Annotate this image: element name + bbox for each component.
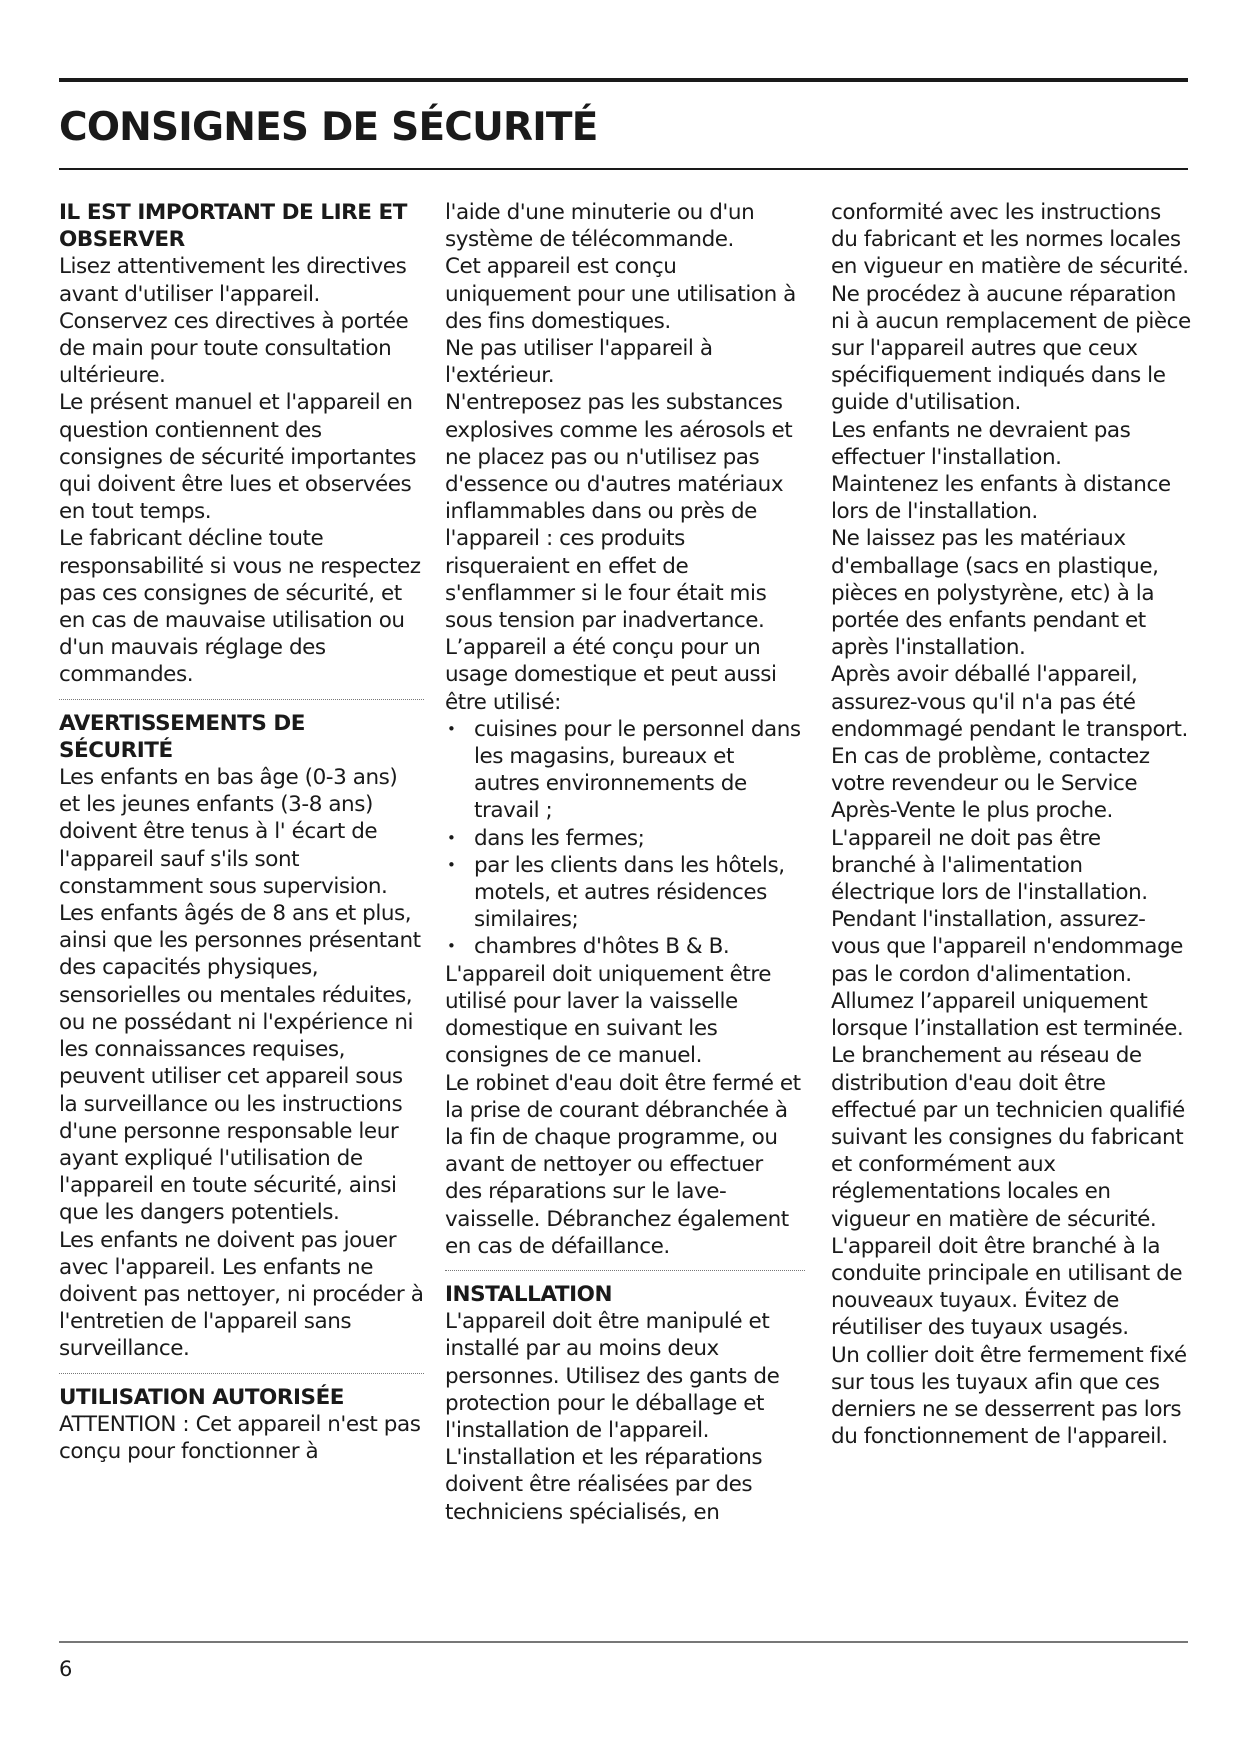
column-left <box>59 199 424 1465</box>
paragraph: Après avoir déballé l'appareil, assurez-vous qu'il n'a pas été endommagé pendant le transport. En cas de problème, contactez votre revendeur ou le Service Après-Vente le plus proche. <box>831 662 1188 824</box>
list-item: • dans les fermes; <box>445 825 805 852</box>
paragraph: Le fabricant décline toute responsabilité si vous ne respectez pas ces consignes de sécurité, et en cas de mauvaise utilisation ou d'un mauvais réglage des commandes. <box>59 526 421 688</box>
page-title: CONSIGNES DE SÉCURITÉ <box>59 105 598 150</box>
paragraph: Ne pas utiliser l'appareil à l'extérieur. <box>445 336 713 389</box>
paragraph: N'entreposez pas les substances explosives comme les aérosols et ne placez pas ou n'utilisez pas d'essence ou d'autres matériaux inflammables dans ou près de l'appareil : ces produits risqueraient en effet de s'enflammer si le four était mis sous tension par inadvertance. <box>445 390 793 634</box>
paragraph: Les enfants ne devraient pas effectuer l'installation. <box>831 417 1131 470</box>
footer-rule <box>59 1641 1188 1643</box>
usage-list <box>445 716 805 961</box>
paragraph: Les enfants âgés de 8 ans et plus, ainsi que les personnes présentant des capacités physiques, sensorielles ou mentales réduites, ou ne possédant ni l'expérience ni les connaissances requises, peuvent utiliser cet appareil sous la surveillance ou les instructions d'une personne responsable leur ayant expliqué l'utilisation de l'appareil en toute sécurité, ainsi que les dangers potentiels. <box>59 901 421 1226</box>
paragraph: Le présent manuel et l'appareil en question contiennent des consignes de sécurité importantes qui doivent être lues et observées en tout temps. <box>59 390 417 525</box>
paragraph: ATTENTION : Cet appareil n'est pas conçu pour fonctionner à <box>59 1411 421 1464</box>
paragraph: Un collier doit être fermement fixé sur tous les tuyaux afin que ces derniers ne se desserrent pas lors du fonctionnement de l'appareil. <box>831 1342 1187 1450</box>
paragraph: L'appareil doit être manipulé et installé par au moins deux personnes. Utilisez des gants de protection pour le déballage et l'installation de l'appareil. <box>445 1309 780 1443</box>
section-heading-important: IL EST IMPORTANT DE LIRE ET OBSERVER <box>59 200 407 253</box>
paragraph: Conservez ces directives à portée de main pour toute consultation ultérieure. <box>59 308 409 389</box>
paragraph: Le branchement au réseau de distribution d'eau doit être effectué par un technicien qualifié suivant les consignes du fabricant et conformément aux réglementations locales en vigueur en matière de sécurité. <box>831 1043 1185 1232</box>
paragraph: Maintenez les enfants à distance lors de l'installation. <box>831 472 1171 525</box>
paragraph: Allumez l’appareil uniquement lorsque l’installation est terminée. <box>831 988 1184 1042</box>
paragraph: Le robinet d'eau doit être fermé et la prise de courant débranchée à la fin de chaque programme, ou avant de nettoyer ou effectuer des réparations sur le lave-vaisselle. Débranchez également en cas de défaillance. <box>445 1070 801 1259</box>
paragraph: conformité avec les instructions du fabricant et les normes locales en vigueur en matière de sécurité. Ne procédez à aucune réparation ni à aucun remplacement de pièce sur l'appareil autres que ceux spécifiquement indiqués dans le guide d'utilisation. <box>831 200 1191 416</box>
paragraph: l'aide d'une minuterie ou d'un système de télécommande. <box>445 200 755 253</box>
paragraph: L’appareil a été conçu pour un usage domestique et peut aussi être utilisé: <box>445 635 777 715</box>
paragraph: Cet appareil est conçu uniquement pour une utilisation à des fins domestiques. <box>445 254 796 334</box>
section-heading-authorized-use: UTILISATION AUTORISÉE <box>59 1384 345 1410</box>
paragraph: L'installation et les réparations doivent être réalisées par des techniciens spécialisés, en <box>445 1445 763 1525</box>
paragraph: Lisez attentivement les directives avant d'utiliser l'appareil. <box>59 254 407 307</box>
top-rule <box>59 78 1188 82</box>
dotted-separator <box>59 1373 424 1374</box>
paragraph: Ne laissez pas les matériaux d'emballage (sacs en plastique, pièces en polystyrène, etc) à la portée des enfants pendant et après l'installation. <box>831 526 1159 661</box>
paragraph: Pendant l'installation, assurez-vous que l'appareil n'endommage pas le cordon d'alimentation. <box>831 907 1183 987</box>
paragraph: L'appareil ne doit pas être branché à l'alimentation électrique lors de l'installation. <box>831 825 1148 906</box>
paragraph: Les enfants ne doivent pas jouer avec l'appareil. Les enfants ne doivent pas nettoyer, ni procéder à l'entretien de l'appareil sans surveillance. <box>59 1227 424 1362</box>
list-item: • chambres d'hôtes B & B. <box>445 933 805 960</box>
column-right <box>831 199 1191 1450</box>
column-middle <box>445 199 805 1526</box>
paragraph: Les enfants en bas âge (0-3 ans) et les jeunes enfants (3-8 ans) doivent être tenus à l' écart de l'appareil sauf s'ils sont constamment sous supervision. <box>59 765 398 899</box>
list-item: • par les clients dans les hôtels, motels, et autres résidences similaires; <box>445 852 805 934</box>
list-item: • cuisines pour le personnel dans les magasins, bureaux et autres environnements de travail ; <box>445 716 805 825</box>
section-heading-installation: INSTALLATION <box>445 1281 613 1307</box>
page-number: 6 <box>59 1657 73 1681</box>
section-heading-warnings: AVERTISSEMENTS DE SÉCURITÉ <box>59 710 306 763</box>
paragraph: L'appareil doit être branché à la conduite principale en utilisant de nouveaux tuyaux. Évitez de réutiliser des tuyaux usagés. <box>831 1233 1183 1341</box>
title-rule <box>59 168 1188 170</box>
paragraph: L'appareil doit uniquement être utilisé pour laver la vaisselle domestique en suivant les consignes de ce manuel. <box>445 961 772 1069</box>
dotted-separator <box>59 699 424 700</box>
dotted-separator <box>445 1270 805 1271</box>
